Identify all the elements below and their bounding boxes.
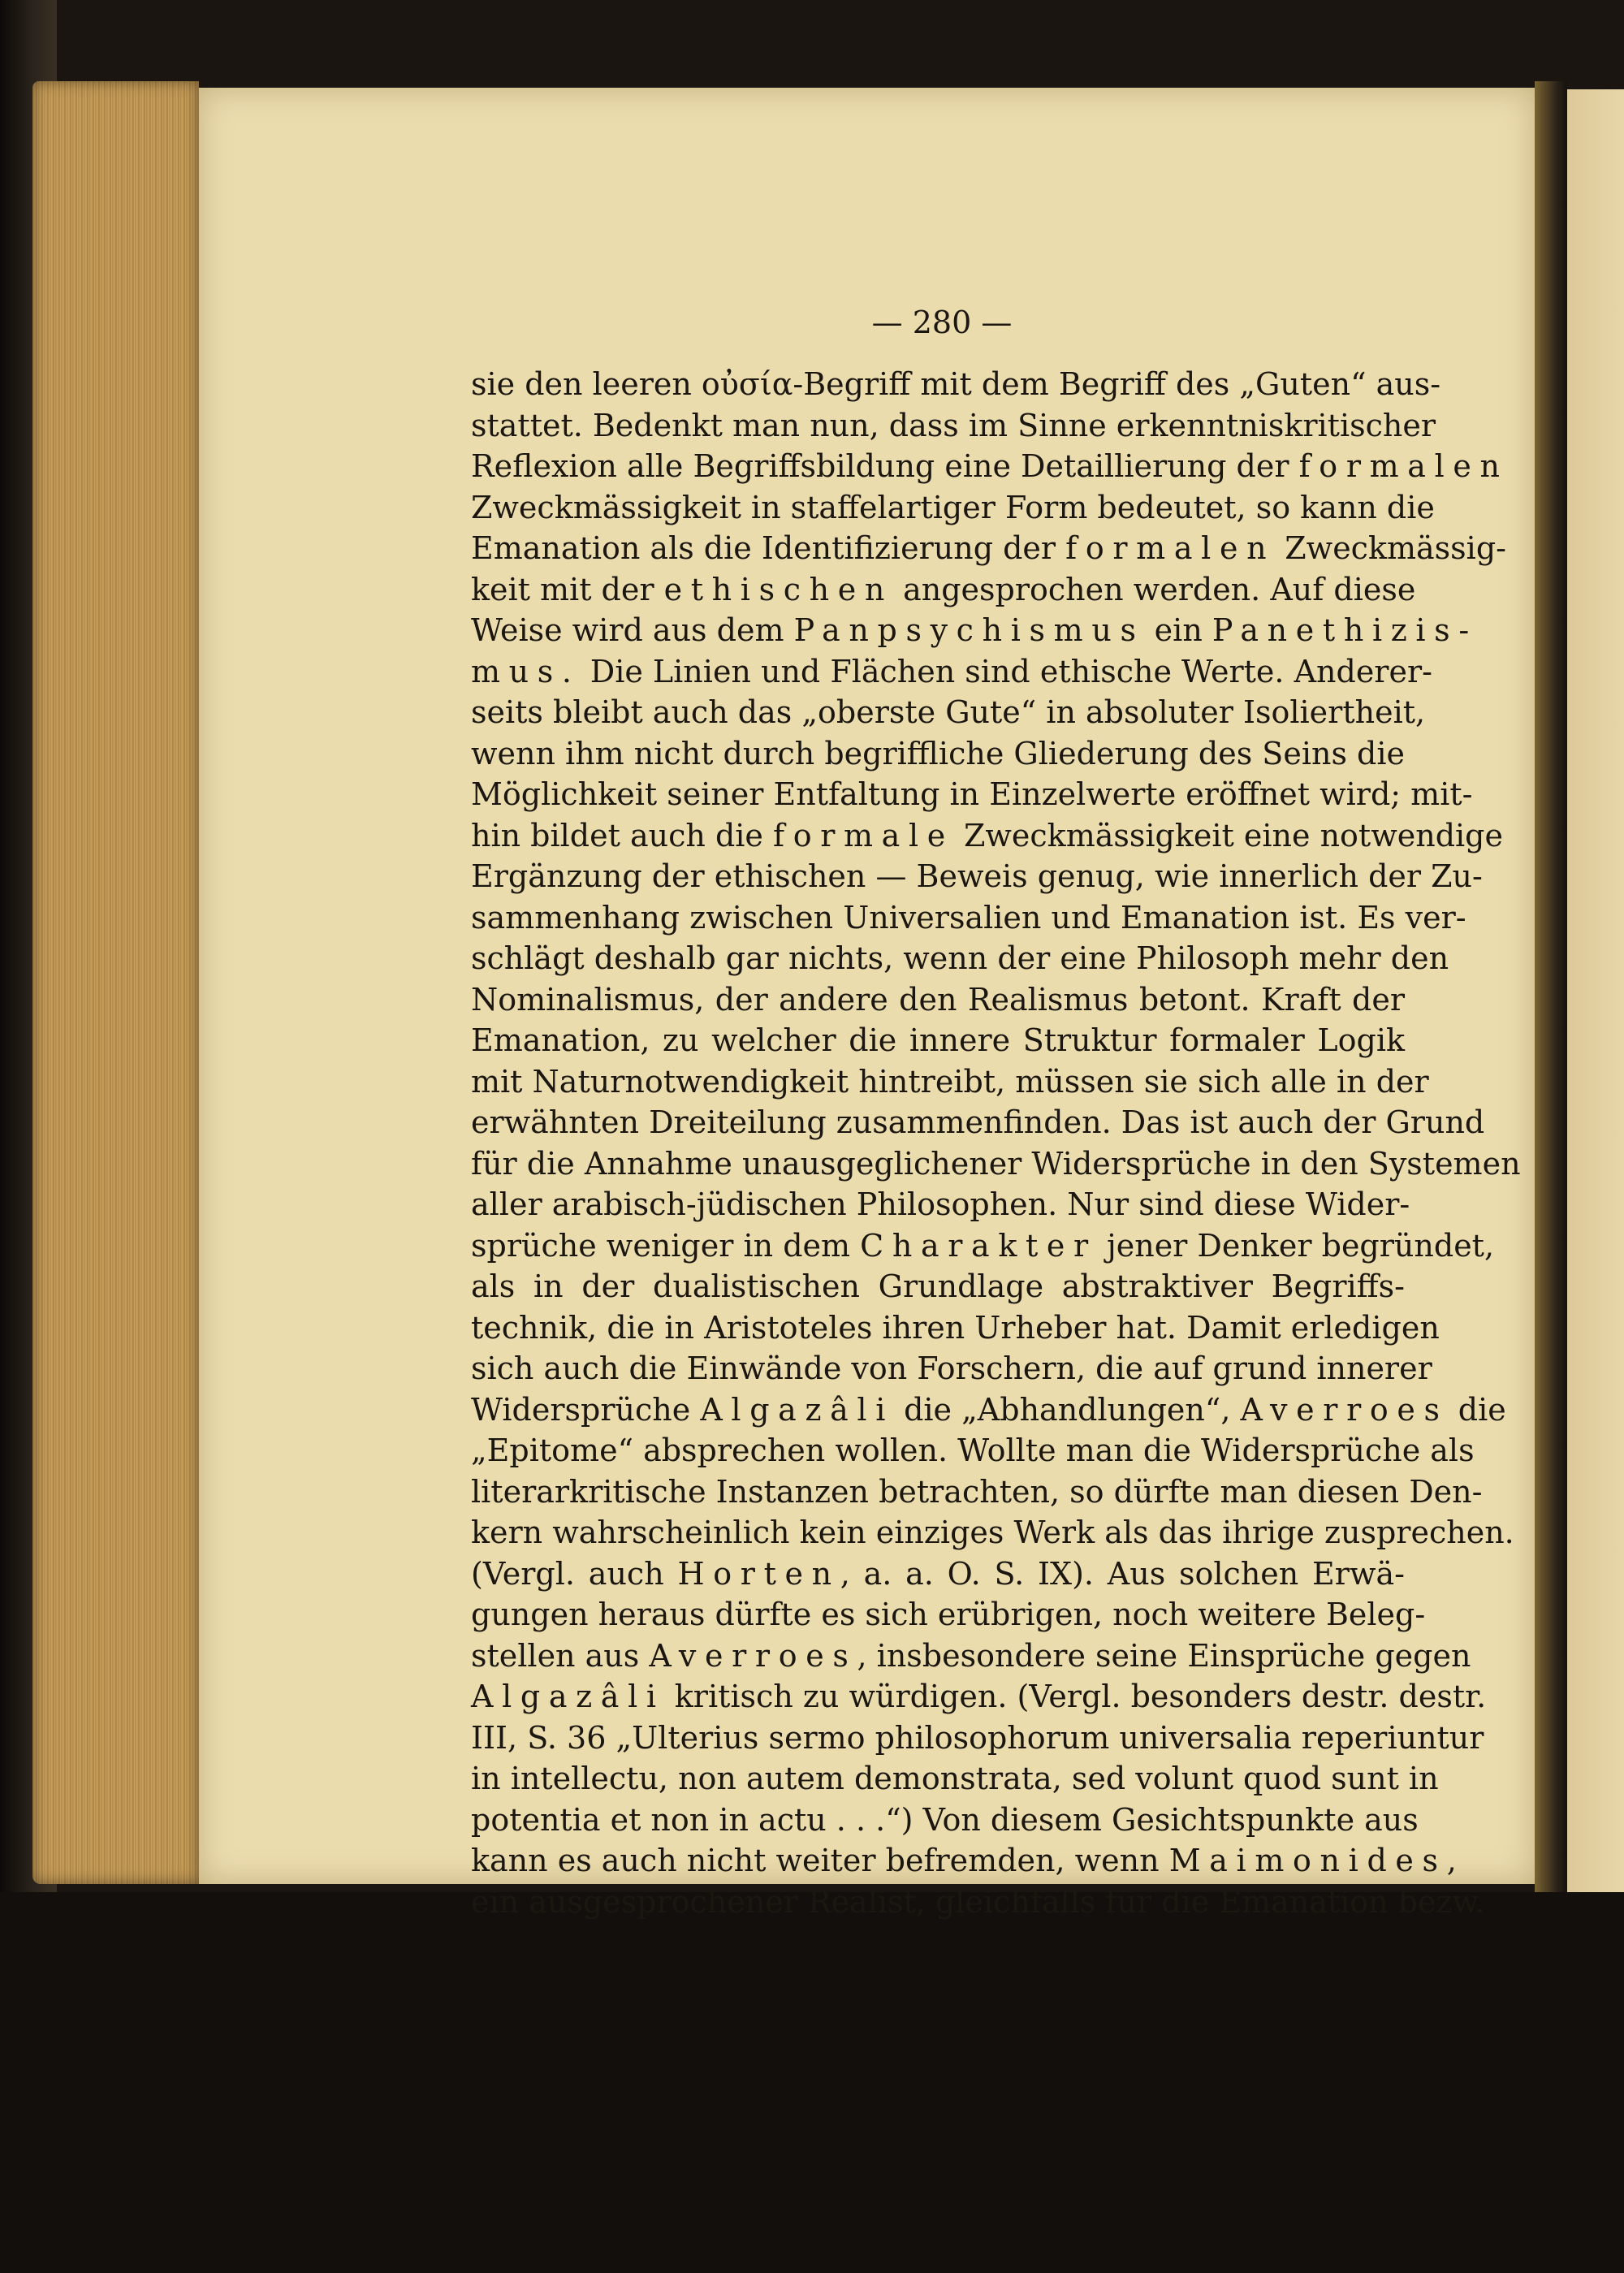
text-run: , insbesondere seine Einsprüche gegen — [857, 1637, 1471, 1674]
text-run: Möglichkeit seiner Entfaltung in Einzelwerte eröffnet wird; mit- — [471, 776, 1473, 812]
text-run: potentia et non in actu . . .“) Von diesem Gesichtspunkte aus — [471, 1801, 1419, 1838]
text-line — [471, 1389, 1506, 1431]
emphasized-spaced-word: mus. — [471, 653, 581, 689]
body-text — [471, 364, 1521, 1922]
text-run: angesprochen werden. Auf diese — [893, 571, 1416, 607]
text-line — [471, 1225, 1495, 1267]
text-line — [471, 1594, 1426, 1636]
text-line — [471, 1758, 1439, 1800]
text-run: III, S. 36 „Ulterius sermo philosophorum universalia reperiuntur — [471, 1719, 1484, 1756]
text-run: kann es auch nicht weiter befremden, wenn — [471, 1843, 1169, 1878]
emphasized-spaced-word: Horten — [677, 1555, 840, 1592]
text-run: stattet. Bedenkt man nun, dass im Sinne erkenntniskritischer — [471, 407, 1436, 443]
text-line — [471, 1840, 1457, 1882]
text-run: Zweckmässig- — [1275, 530, 1507, 566]
emphasized-spaced-word: ethischen — [663, 571, 893, 607]
text-line — [471, 364, 1441, 405]
text-run: sammenhang zwischen Universalien und Emanation ist. Es ver- — [471, 899, 1466, 936]
text-line — [471, 1430, 1475, 1471]
text-run: kritisch zu würdigen. (Vergl. besonders destr. destr. — [664, 1679, 1487, 1714]
text-line — [471, 446, 1509, 487]
text-line — [471, 774, 1473, 815]
text-line — [471, 1061, 1429, 1103]
text-run: Zweckmässigkeit in staffelartiger Form bedeutet, so kann die — [471, 489, 1435, 525]
emphasized-spaced-word: Algazâli — [471, 1679, 665, 1714]
text-run: mit Naturnotwendigkeit hintreibt, müssen sie sich alle in der — [471, 1063, 1429, 1100]
text-line — [471, 815, 1503, 857]
text-line — [471, 938, 1449, 979]
text-run: als in der dualistischen Grundlage abstraktiver Begriffs- — [471, 1268, 1405, 1304]
text-run: in intellectu, non autem demonstrata, sed volunt quod sunt in — [471, 1761, 1439, 1796]
text-run: sprüche weniger in dem — [471, 1227, 861, 1264]
text-line — [471, 1676, 1487, 1718]
text-run: kern wahrscheinlich kein einziges Werk als das ihrige zusprechen. — [471, 1515, 1514, 1550]
facing-page-edge — [1567, 89, 1624, 1900]
text-line — [471, 979, 1405, 1021]
text-run: Emanation als die Identifizierung der — [471, 530, 1066, 566]
text-run: seits bleibt auch das „oberste Gute“ in absoluter Isoliertheit, — [471, 694, 1426, 730]
emphasized-spaced-word: Algazâli — [700, 1391, 894, 1428]
book-gutter — [1535, 81, 1567, 1900]
text-line — [471, 1266, 1405, 1307]
text-line — [471, 651, 1432, 693]
text-run: „Epitome“ absprechen wollen. Wollte man die Widersprüche als — [471, 1433, 1475, 1468]
emphasized-spaced-word: formalen — [1065, 530, 1276, 566]
text-line — [471, 1800, 1419, 1841]
text-run: Emanation, zu welcher die innere Struktur formaler Logik — [471, 1022, 1405, 1058]
text-line — [471, 569, 1416, 611]
text-run: jener Denker begründet, — [1096, 1227, 1495, 1264]
text-run: keit mit der — [471, 571, 664, 607]
text-run: erwähnten Dreiteilung zusammenfinden. Das ist auch der Grund — [471, 1104, 1485, 1140]
emphasized-spaced-word: Maimonides — [1168, 1843, 1447, 1878]
emphasized-spaced-word: Panpsychismus — [793, 612, 1145, 648]
text-run: , a. a. O. S. IX). Aus solchen Erwä- — [840, 1555, 1405, 1592]
text-run: Die Linien und Flächen sind ethische Werte. Anderer- — [580, 653, 1432, 689]
text-line — [471, 1471, 1483, 1513]
emphasized-spaced-word: Panethizis- — [1212, 612, 1478, 648]
text-line — [471, 1554, 1405, 1595]
text-run: technik, die in Aristoteles ihren Urheber hat. Damit erledigen — [471, 1309, 1440, 1346]
text-run: aller arabisch-jüdischen Philosophen. Nur sind diese Wider- — [471, 1186, 1410, 1222]
text-run: Ergänzung der ethischen — Beweis genug, wie innerlich der Zu- — [471, 858, 1483, 894]
text-run: hin bildet auch die — [471, 817, 773, 853]
text-run: wenn ihm nicht durch begriffliche Gliederung des Seins die — [471, 735, 1405, 771]
text-line — [471, 1882, 1485, 1923]
text-run: Reflexion alle Begriffsbildung eine Detaillierung der — [471, 448, 1299, 484]
page-block-edges — [32, 81, 199, 1884]
text-line — [471, 1512, 1514, 1554]
text-run: (Vergl. auch — [471, 1555, 678, 1592]
text-line — [471, 405, 1436, 447]
emphasized-spaced-word: Averroes — [649, 1637, 857, 1674]
text-line — [471, 1718, 1484, 1759]
text-line — [471, 1102, 1485, 1143]
text-line — [471, 733, 1405, 775]
text-run: ein — [1144, 612, 1212, 648]
emphasized-spaced-word: Charakter — [860, 1227, 1097, 1264]
text-run: die — [1448, 1391, 1506, 1428]
text-run: , — [1446, 1843, 1457, 1878]
text-run: die „Abhandlungen“, — [894, 1391, 1241, 1428]
text-line — [471, 487, 1435, 529]
background-surface — [0, 1892, 1624, 2273]
text-run: sie den leeren οὐσία-Begriff mit dem Begriff des „Guten“ aus- — [471, 366, 1441, 402]
text-run: für die Annahme unausgeglichener Widersprüche in den Systemen — [471, 1145, 1521, 1182]
text-line — [471, 897, 1466, 939]
text-line — [471, 1184, 1410, 1225]
text-line — [471, 1307, 1440, 1349]
emphasized-spaced-word: formalen — [1298, 448, 1509, 484]
text-run: schlägt deshalb gar nichts, wenn der eine Philosoph mehr den — [471, 940, 1449, 976]
emphasized-spaced-word: Averroes — [1240, 1391, 1449, 1428]
text-line — [471, 692, 1426, 733]
text-line — [471, 610, 1478, 651]
text-line — [471, 1020, 1405, 1061]
page-header: — 280 — — [871, 305, 1013, 340]
text-run: stellen aus — [471, 1637, 650, 1674]
text-run: literarkritische Instanzen betrachten, so dürfte man diesen Den- — [471, 1473, 1483, 1510]
text-line — [471, 1636, 1471, 1677]
text-run: sich auch die Einwände von Forschern, die auf grund innerer — [471, 1350, 1432, 1386]
text-run: Nominalismus, der andere den Realismus betont. Kraft der — [471, 981, 1405, 1018]
text-line — [471, 1348, 1432, 1389]
text-run: Widersprüche — [471, 1391, 701, 1428]
text-run: gungen heraus dürfte es sich erübrigen, noch weitere Beleg- — [471, 1597, 1426, 1632]
text-run: ein ausgesprochener Realist, gleichfalls für die Emanation bezw. — [471, 1883, 1485, 1920]
emphasized-spaced-word: formale — [772, 817, 954, 853]
text-line — [471, 528, 1507, 569]
text-run: Weise wird aus dem — [471, 612, 794, 648]
text-line — [471, 1143, 1521, 1185]
text-run: Zweckmässigkeit eine notwendige — [953, 817, 1503, 853]
text-line — [471, 856, 1483, 897]
